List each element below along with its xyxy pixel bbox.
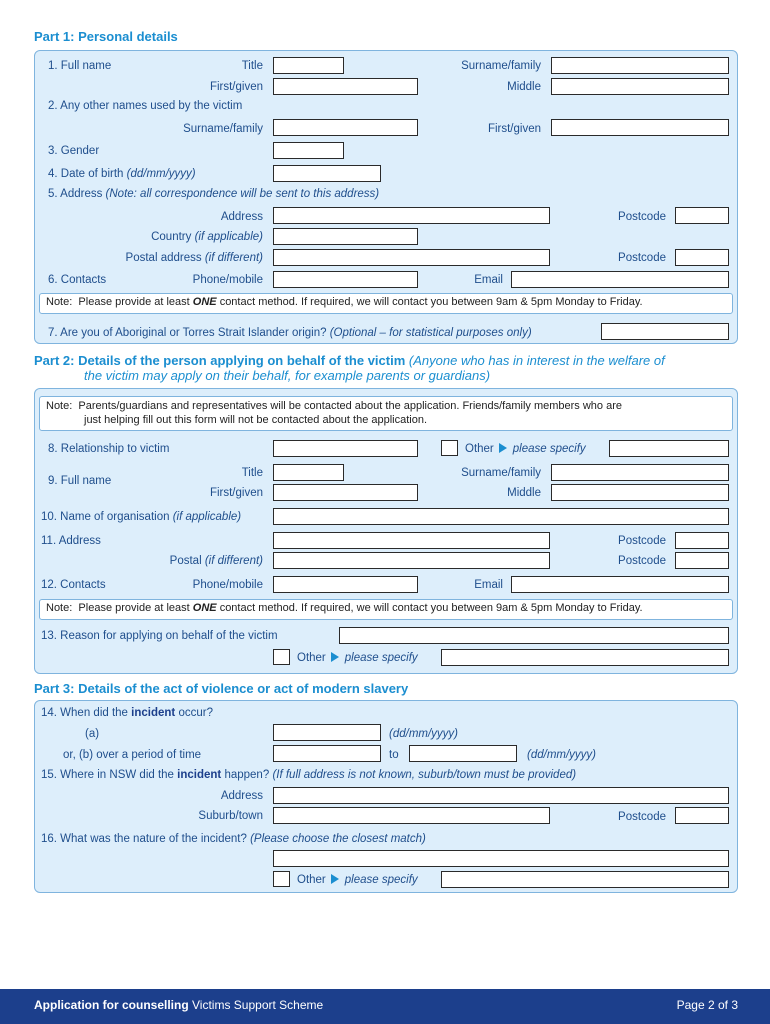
part1-contact-note: Note: Please provide at least ONE contact method. If required, we will contact you between 9am & 5pm Monday to Friday.	[39, 293, 733, 314]
q15-postcode-label: Postcode	[618, 811, 666, 823]
q5-country-label: Country (if applicable)	[151, 231, 263, 243]
q16-label: 16. What was the nature of the incident? (Please choose the closest match)	[41, 833, 426, 845]
q14-date-a-input[interactable]	[273, 724, 381, 741]
q5-postal-input[interactable]	[273, 249, 550, 266]
q11-postcode-label: Postcode	[618, 535, 666, 547]
q1-surname-input[interactable]	[551, 57, 729, 74]
q9-middle-input[interactable]	[551, 484, 729, 501]
q15-suburb-label: Suburb/town	[198, 810, 263, 822]
q4-dob-input[interactable]	[273, 165, 381, 182]
q4-label: 4. Date of birth (dd/mm/yyyy)	[48, 168, 196, 180]
q1-first-input[interactable]	[273, 78, 418, 95]
q3-gender-input[interactable]	[273, 142, 344, 159]
q5-address-label: Address	[220, 211, 263, 223]
q1-title-input[interactable]	[273, 57, 344, 74]
q1-label: 1. Full name	[48, 60, 112, 72]
q10-organisation-input[interactable]	[273, 508, 729, 525]
q12-email-input[interactable]	[511, 576, 729, 593]
q12-label: 12. Contacts	[41, 579, 106, 591]
q1-middle-input[interactable]	[551, 78, 729, 95]
q13-reason-input[interactable]	[339, 627, 729, 644]
q16-other-checkbox[interactable]	[273, 871, 290, 887]
q12-phone-input[interactable]	[273, 576, 418, 593]
part3-heading: Part 3: Details of the act of violence or act of modern slavery	[34, 681, 409, 696]
q14-to-label: to	[389, 749, 399, 761]
arrow-right-icon	[499, 443, 507, 453]
q8-relationship-input[interactable]	[273, 440, 418, 457]
q2-first-label: First/given	[487, 123, 541, 135]
arrow-right-icon	[331, 652, 339, 662]
q12-email-label: Email	[474, 579, 503, 591]
q16-other-specify-input[interactable]	[441, 871, 729, 888]
q1-title-label: Title	[241, 60, 263, 72]
q5-postcode2-label: Postcode	[618, 252, 666, 264]
footer-title: Application for counselling Victims Support Scheme	[34, 998, 324, 1012]
q2-surname-label: Surname/family	[183, 123, 263, 135]
q12-phone-label: Phone/mobile	[192, 579, 263, 591]
q5-label: 5. Address (Note: all correspondence will be sent to this address)	[48, 188, 380, 200]
q11-label: 11. Address	[41, 535, 101, 547]
q5-hint: (Note: all correspondence will be sent to this address)	[105, 188, 380, 200]
q14-label: 14. When did the incident occur?	[41, 707, 213, 719]
page-number: Page 2 of 3	[676, 998, 738, 1012]
q14-option-b: or, (b) over a period of time	[63, 749, 202, 761]
part2-guardian-note: Note: Parents/guardians and representatives will be contacted about the application. Friends/family members who are just helping fill out this form will not be contacted about the application.	[39, 396, 733, 431]
q15-postcode-input[interactable]	[675, 807, 729, 824]
q1-surname-label: Surname/family	[461, 60, 541, 72]
q5-address-input[interactable]	[273, 207, 550, 224]
q2-label: 2. Any other names used by the victim	[48, 100, 243, 112]
q2-surname-input[interactable]	[273, 119, 418, 136]
q11-postal-label: Postal (if different)	[169, 555, 263, 567]
q4-hint: (dd/mm/yyyy)	[126, 168, 196, 180]
part1-heading: Part 1: Personal details	[34, 29, 178, 44]
q6-phone-label: Phone/mobile	[192, 274, 263, 286]
q7-origin-input[interactable]	[601, 323, 729, 340]
q14-date-to-input[interactable]	[409, 745, 517, 762]
q13-label: 13. Reason for applying on behalf of the victim	[41, 630, 278, 642]
q11-postcode-input[interactable]	[675, 532, 729, 549]
q15-address-input[interactable]	[273, 787, 729, 804]
q9-label: 9. Full name	[48, 475, 112, 487]
q6-phone-input[interactable]	[273, 271, 418, 288]
q5-postcode-label: Postcode	[618, 211, 666, 223]
q2-first-input[interactable]	[551, 119, 729, 136]
q6-email-input[interactable]	[511, 271, 729, 288]
q8-other-checkbox[interactable]	[441, 440, 458, 456]
q14-date-b-hint: (dd/mm/yyyy)	[527, 749, 596, 761]
q11-postcode2-label: Postcode	[618, 555, 666, 567]
part2-contact-note: Note: Please provide at least ONE contact method. If required, we will contact you between 9am & 5pm Monday to Friday.	[39, 599, 733, 620]
q15-address-label: Address	[220, 790, 263, 802]
q8-other-label: Other please specify	[465, 443, 586, 455]
part1-panel	[34, 50, 738, 344]
q6-email-label: Email	[474, 274, 503, 286]
q6-label: 6. Contacts	[48, 274, 107, 286]
q9-middle-label: Middle	[507, 487, 541, 499]
q14-option-a: (a)	[85, 728, 100, 740]
q7-hint: (Optional – for statistical purposes only)	[329, 327, 532, 339]
part2-heading: Part 2: Details of the person applying on behalf of the victim (Anyone who has in interest in the welfare of the victim may apply on their behalf, for example parents or guardians)	[34, 353, 665, 383]
q9-first-input[interactable]	[273, 484, 418, 501]
q9-surname-input[interactable]	[551, 464, 729, 481]
q3-label: 3. Gender	[48, 145, 100, 157]
q7-label: 7. Are you of Aboriginal or Torres Strait Islander origin? (Optional – for statistical purposes only)	[48, 327, 532, 339]
q10-label: 10. Name of organisation (if applicable)	[41, 511, 242, 523]
q5-postcode2-input[interactable]	[675, 249, 729, 266]
q11-postal-input[interactable]	[273, 552, 550, 569]
q9-surname-label: Surname/family	[461, 467, 541, 479]
q9-title-input[interactable]	[273, 464, 344, 481]
q14-date-a-hint: (dd/mm/yyyy)	[389, 728, 458, 740]
q9-first-label: First/given	[209, 487, 263, 499]
q5-country-input[interactable]	[273, 228, 418, 245]
q16-nature-input[interactable]	[273, 850, 729, 867]
q11-postcode2-input[interactable]	[675, 552, 729, 569]
part3-panel	[34, 700, 738, 893]
q15-label: 15. Where in NSW did the incident happen? (If full address is not known, suburb/town must be provided)	[41, 769, 577, 781]
q14-date-from-input[interactable]	[273, 745, 381, 762]
q13-other-label: Other please specify	[297, 652, 418, 664]
q5-postcode-input[interactable]	[675, 207, 729, 224]
q9-title-label: Title	[241, 467, 263, 479]
q13-other-specify-input[interactable]	[441, 649, 729, 666]
q1-middle-label: Middle	[507, 81, 541, 93]
q8-label: 8. Relationship to victim	[48, 443, 170, 455]
q15-suburb-input[interactable]	[273, 807, 550, 824]
q8-other-specify-input[interactable]	[609, 440, 729, 457]
q5-postal-label: Postal address (if different)	[125, 252, 263, 264]
q16-other-label: Other please specify	[297, 874, 418, 886]
part2-panel	[34, 388, 738, 674]
q11-address-input[interactable]	[273, 532, 550, 549]
page-footer	[0, 989, 770, 1024]
q1-first-label: First/given	[209, 81, 263, 93]
arrow-right-icon	[331, 874, 339, 884]
q13-other-checkbox[interactable]	[273, 649, 290, 665]
